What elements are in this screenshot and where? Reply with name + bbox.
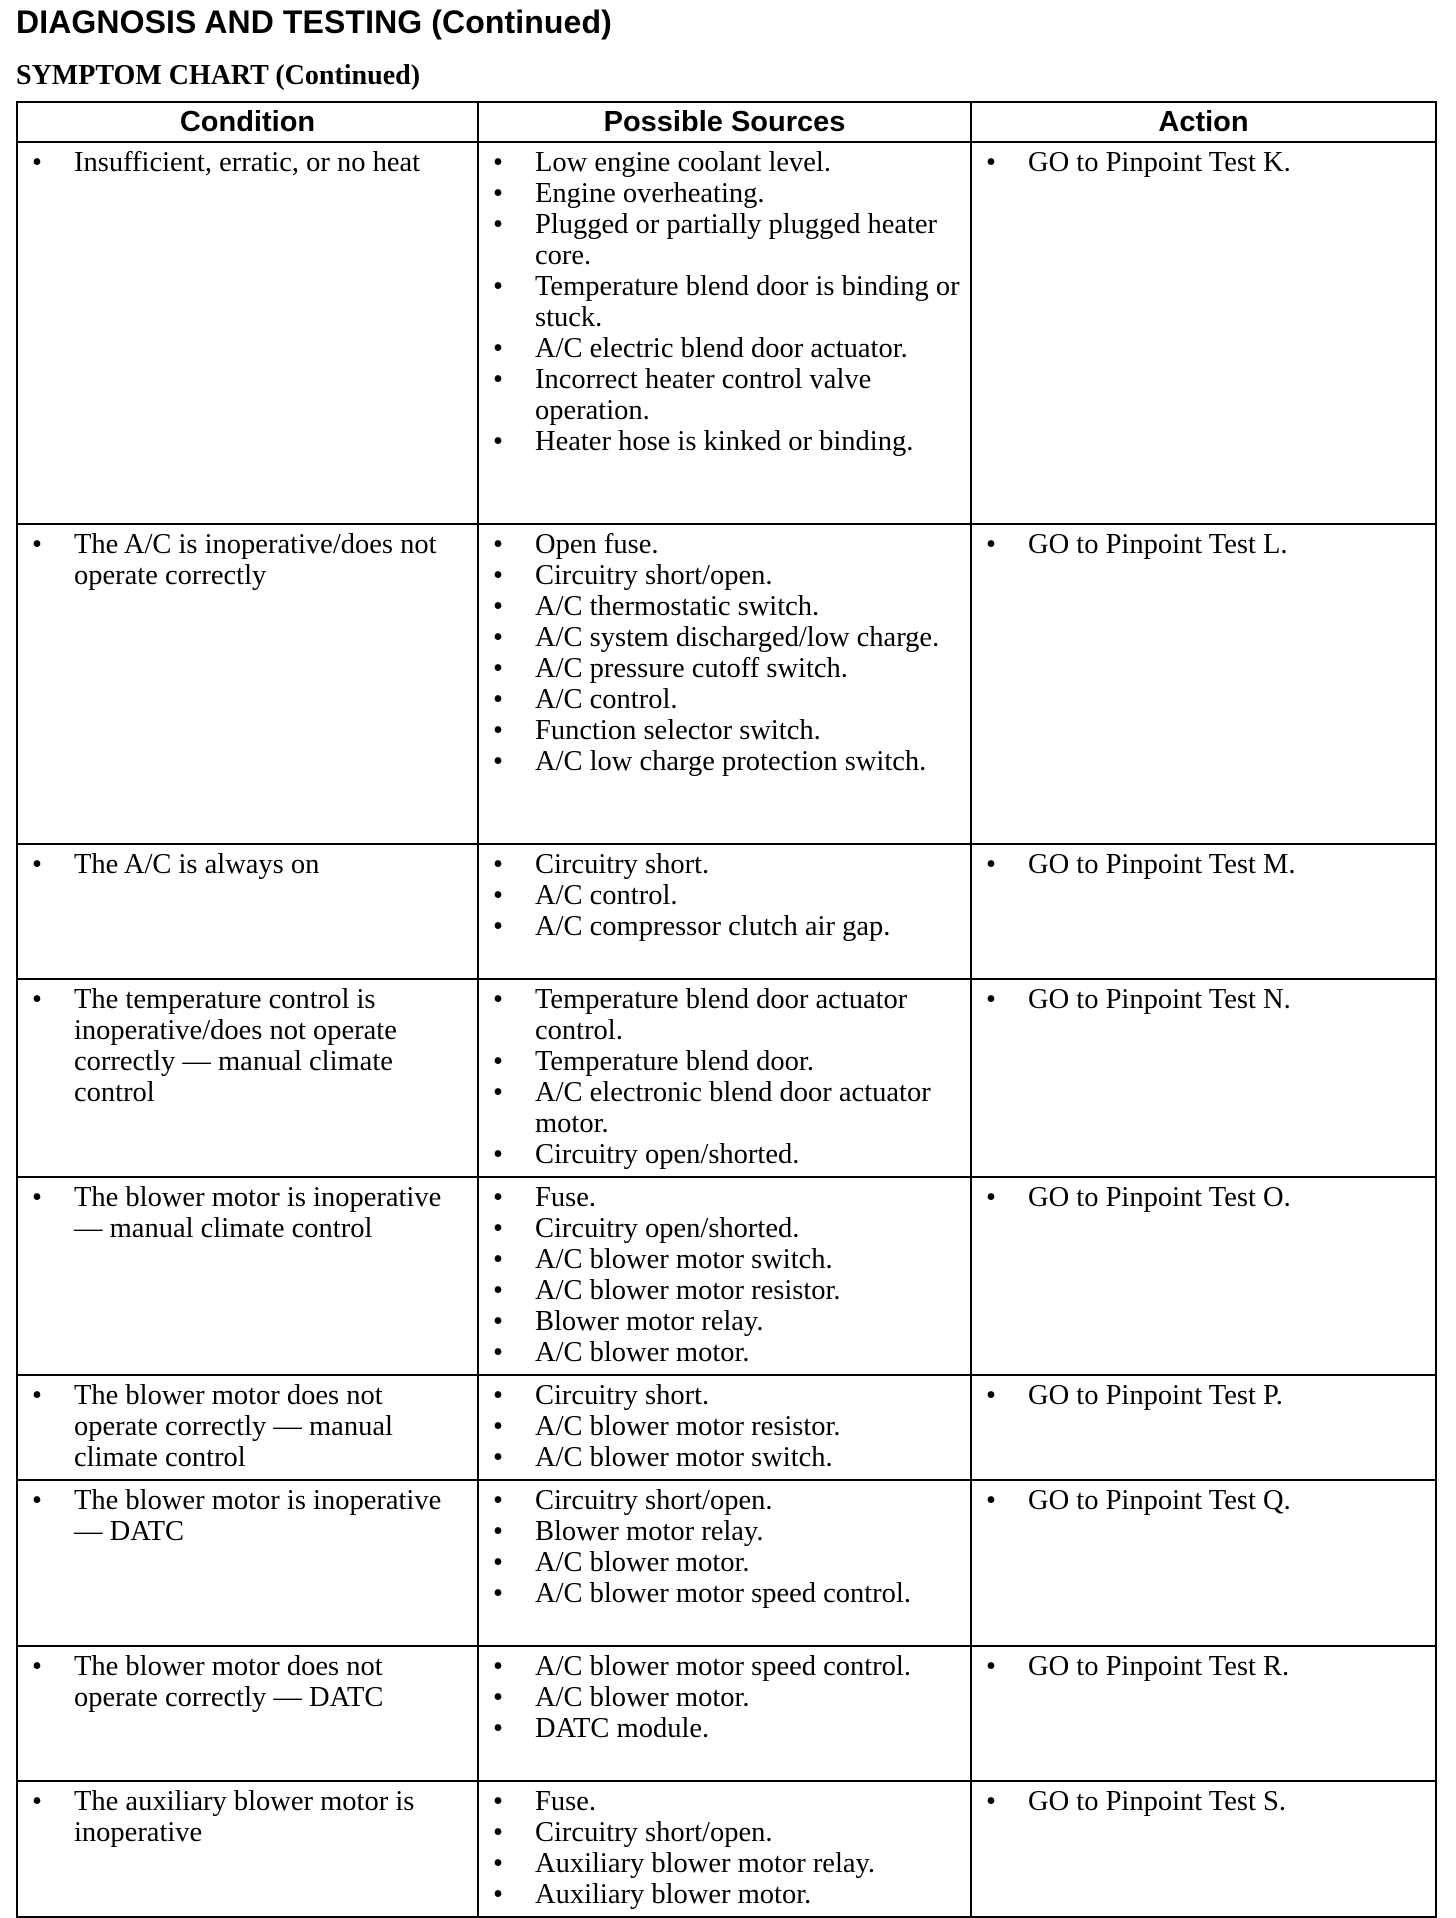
source-item: • Circuitry open/shorted. — [487, 1139, 962, 1170]
table-row — [17, 142, 1436, 524]
condition-text: • The A/C is always on — [26, 849, 469, 880]
condition-text: • The blower motor does not operate correctly — manual climate control — [26, 1380, 469, 1473]
source-item: • A/C blower motor speed control. — [487, 1651, 962, 1682]
column-header-condition: Condition — [17, 102, 478, 142]
action-cell — [971, 1177, 1436, 1375]
source-item: • A/C blower motor. — [487, 1337, 962, 1368]
condition-text: • The blower motor is inoperative — DATC — [26, 1485, 469, 1547]
bullet-list — [980, 1380, 1427, 1411]
sources-cell — [478, 1375, 971, 1480]
condition-text: • The A/C is inoperative/does not operate correctly — [26, 529, 469, 591]
source-item: • A/C low charge protection switch. — [487, 746, 962, 777]
source-item: • Incorrect heater control valve operation. — [487, 364, 962, 426]
source-item: • A/C electric blend door actuator. — [487, 333, 962, 364]
condition-text: • The auxiliary blower motor is inoperative — [26, 1786, 469, 1848]
source-item: • Fuse. — [487, 1786, 962, 1817]
bullet-list — [980, 147, 1427, 178]
action-text: • GO to Pinpoint Test K. — [980, 147, 1427, 178]
source-item: • Circuitry short/open. — [487, 1485, 962, 1516]
sources-cell — [478, 142, 971, 524]
source-item: • Circuitry short/open. — [487, 1817, 962, 1848]
sources-cell — [478, 1177, 971, 1375]
action-text: • GO to Pinpoint Test P. — [980, 1380, 1427, 1411]
source-item: • Temperature blend door is binding or stuck. — [487, 271, 962, 333]
action-cell — [971, 1375, 1436, 1480]
table-row — [17, 844, 1436, 979]
condition-cell — [17, 1480, 478, 1646]
source-item: • Blower motor relay. — [487, 1306, 962, 1337]
bullet-list — [26, 984, 469, 1108]
action-text: • GO to Pinpoint Test S. — [980, 1786, 1427, 1817]
condition-text: • The blower motor is inoperative — manual climate control — [26, 1182, 469, 1244]
source-item: • Circuitry short. — [487, 1380, 962, 1411]
action-text: • GO to Pinpoint Test L. — [980, 529, 1427, 560]
source-item: • Low engine coolant level. — [487, 147, 962, 178]
source-item: • A/C blower motor switch. — [487, 1442, 962, 1473]
bullet-list — [487, 1786, 962, 1910]
source-item: • A/C blower motor. — [487, 1682, 962, 1713]
bullet-list — [26, 1182, 469, 1244]
condition-cell — [17, 1646, 478, 1781]
source-item: • Function selector switch. — [487, 715, 962, 746]
table-row — [17, 1646, 1436, 1781]
sources-cell — [478, 1781, 971, 1917]
source-item: • Temperature blend door. — [487, 1046, 962, 1077]
bullet-list — [487, 1651, 962, 1744]
condition-cell — [17, 1177, 478, 1375]
bullet-list — [487, 1380, 962, 1473]
source-item: • Blower motor relay. — [487, 1516, 962, 1547]
condition-cell — [17, 524, 478, 844]
table-row — [17, 1375, 1436, 1480]
action-cell — [971, 844, 1436, 979]
column-header-action: Action — [971, 102, 1436, 142]
action-cell — [971, 1781, 1436, 1917]
source-item: • Circuitry short/open. — [487, 560, 962, 591]
bullet-list — [26, 849, 469, 880]
source-item: • A/C blower motor switch. — [487, 1244, 962, 1275]
source-item: • Temperature blend door actuator control. — [487, 984, 962, 1046]
source-item: • A/C electronic blend door actuator motor. — [487, 1077, 962, 1139]
sources-cell — [478, 1646, 971, 1781]
sources-cell — [478, 979, 971, 1177]
bullet-list — [980, 849, 1427, 880]
table-body — [17, 142, 1436, 1917]
table-row — [17, 1177, 1436, 1375]
source-item: • A/C control. — [487, 684, 962, 715]
table-header-row — [17, 102, 1436, 142]
condition-cell — [17, 142, 478, 524]
bullet-list — [26, 1651, 469, 1713]
bullet-list — [487, 984, 962, 1170]
sources-cell — [478, 524, 971, 844]
source-item: • A/C blower motor resistor. — [487, 1275, 962, 1306]
symptom-chart-table — [16, 101, 1437, 1918]
bullet-list — [980, 1182, 1427, 1213]
source-item: • A/C system discharged/low charge. — [487, 622, 962, 653]
action-cell — [971, 979, 1436, 1177]
action-cell — [971, 1646, 1436, 1781]
bullet-list — [487, 1485, 962, 1609]
bullet-list — [980, 1485, 1427, 1516]
source-item: • Engine overheating. — [487, 178, 962, 209]
action-text: • GO to Pinpoint Test M. — [980, 849, 1427, 880]
source-item: • A/C thermostatic switch. — [487, 591, 962, 622]
action-cell — [971, 1480, 1436, 1646]
condition-cell — [17, 1781, 478, 1917]
condition-cell — [17, 1375, 478, 1480]
action-cell — [971, 142, 1436, 524]
table-row — [17, 1781, 1436, 1917]
source-item: • A/C blower motor speed control. — [487, 1578, 962, 1609]
source-item: • Plugged or partially plugged heater core. — [487, 209, 962, 271]
source-item: • Circuitry short. — [487, 849, 962, 880]
condition-cell — [17, 844, 478, 979]
bullet-list — [26, 1380, 469, 1473]
source-item: • Auxiliary blower motor relay. — [487, 1848, 962, 1879]
action-text: • GO to Pinpoint Test Q. — [980, 1485, 1427, 1516]
bullet-list — [487, 849, 962, 942]
table-row — [17, 1480, 1436, 1646]
bullet-list — [26, 147, 469, 178]
source-item: • A/C control. — [487, 880, 962, 911]
source-item: • A/C compressor clutch air gap. — [487, 911, 962, 942]
bullet-list — [26, 1786, 469, 1848]
condition-text: • Insufficient, erratic, or no heat — [26, 147, 469, 178]
bullet-list — [980, 984, 1427, 1015]
bullet-list — [26, 529, 469, 591]
condition-cell — [17, 979, 478, 1177]
source-item: • DATC module. — [487, 1713, 962, 1744]
bullet-list — [26, 1485, 469, 1547]
source-item: • Circuitry open/shorted. — [487, 1213, 962, 1244]
page-title: DIAGNOSIS AND TESTING (Continued) — [16, 4, 612, 40]
bullet-list — [980, 1651, 1427, 1682]
table-row — [17, 524, 1436, 844]
sources-cell — [478, 1480, 971, 1646]
action-text: • GO to Pinpoint Test R. — [980, 1651, 1427, 1682]
bullet-list — [487, 529, 962, 777]
source-item: • A/C pressure cutoff switch. — [487, 653, 962, 684]
sources-cell — [478, 844, 971, 979]
bullet-list — [980, 1786, 1427, 1817]
action-cell — [971, 524, 1436, 844]
bullet-list — [487, 147, 962, 457]
condition-text: • The blower motor does not operate correctly — DATC — [26, 1651, 469, 1713]
source-item: • Open fuse. — [487, 529, 962, 560]
table-row — [17, 979, 1436, 1177]
source-item: • A/C blower motor resistor. — [487, 1411, 962, 1442]
action-text: • GO to Pinpoint Test N. — [980, 984, 1427, 1015]
source-item: • Heater hose is kinked or binding. — [487, 426, 962, 457]
bullet-list — [980, 529, 1427, 560]
source-item: • A/C blower motor. — [487, 1547, 962, 1578]
section-title: SYMPTOM CHART (Continued) — [16, 60, 421, 91]
condition-text: • The temperature control is inoperative/does not operate correctly — manual climate control — [26, 984, 469, 1108]
source-item: • Fuse. — [487, 1182, 962, 1213]
action-text: • GO to Pinpoint Test O. — [980, 1182, 1427, 1213]
column-header-possible-sources: Possible Sources — [478, 102, 971, 142]
source-item: • Auxiliary blower motor. — [487, 1879, 962, 1910]
bullet-list — [487, 1182, 962, 1368]
